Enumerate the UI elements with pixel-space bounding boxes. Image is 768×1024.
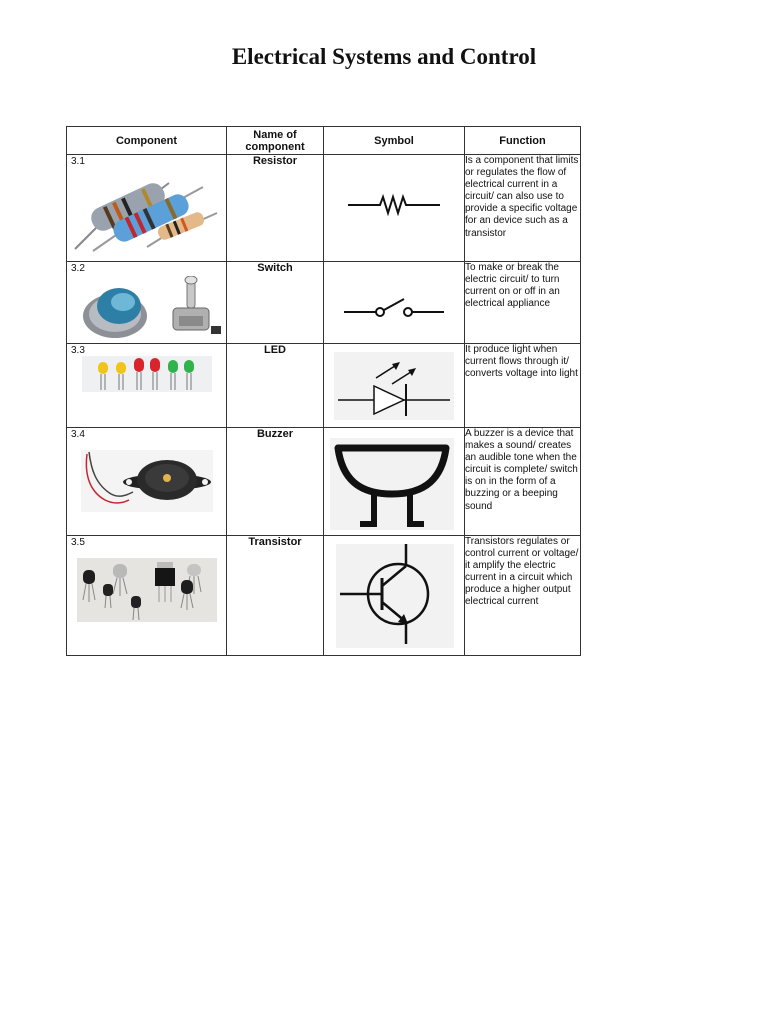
header-symbol: Symbol	[324, 127, 465, 155]
switches-photo	[75, 276, 223, 342]
table-row	[67, 155, 581, 262]
component-name: Resistor	[227, 155, 324, 262]
table-row	[67, 536, 581, 656]
component-cell	[67, 428, 227, 536]
header-function: Function	[465, 127, 581, 155]
function-text: Is a component that limits or regulates the flow of electrical current in a circuit/ can also use to provide a specific voltage for an device such as a transistor	[465, 155, 581, 262]
component-name: LED	[227, 344, 324, 428]
component-name: Switch	[227, 262, 324, 344]
symbol-cell	[324, 344, 465, 428]
switch-symbol	[344, 296, 444, 320]
table-header-row	[67, 127, 581, 155]
symbol-cell	[324, 262, 465, 344]
symbol-cell	[324, 536, 465, 656]
component-name: Transistor	[227, 536, 324, 656]
component-cell	[67, 344, 227, 428]
function-text: Transistors regulates or control current or voltage/ it amplify the electric current in a circuit which produce a higher output electrical current	[465, 536, 581, 656]
led-symbol	[334, 352, 454, 420]
leds-photo	[82, 356, 212, 392]
table-row	[67, 344, 581, 428]
row-number: 3.2	[71, 263, 85, 274]
symbol-cell	[324, 155, 465, 262]
header-name: Name of component	[227, 127, 324, 155]
function-text: A buzzer is a device that makes a sound/ creates an audible tone when the circuit is complete/ switch is on in the form of a buzzing or a beeping sound	[465, 428, 581, 536]
table-row	[67, 428, 581, 536]
function-text: It produce light when current flows through it/ converts voltage into light	[465, 344, 581, 428]
row-number: 3.1	[71, 156, 85, 167]
buzzer-symbol	[330, 438, 454, 530]
component-cell	[67, 262, 227, 344]
buzzer-photo	[81, 450, 213, 512]
row-number: 3.5	[71, 537, 85, 548]
row-number: 3.3	[71, 345, 85, 356]
function-text: To make or break the electric circuit/ to turn current on or off in an electrical appliance	[465, 262, 581, 344]
page-title: Electrical Systems and Control	[231, 44, 537, 69]
components-table	[66, 126, 581, 656]
symbol-cell	[324, 428, 465, 536]
component-name: Buzzer	[227, 428, 324, 536]
component-cell	[67, 155, 227, 262]
resistors-photo	[71, 173, 221, 253]
header-component: Component	[67, 127, 227, 155]
transistor-symbol	[336, 544, 454, 648]
row-number: 3.4	[71, 429, 85, 440]
transistors-photo	[77, 558, 217, 622]
resistor-symbol	[348, 193, 440, 217]
component-cell	[67, 536, 227, 656]
table-row	[67, 262, 581, 344]
